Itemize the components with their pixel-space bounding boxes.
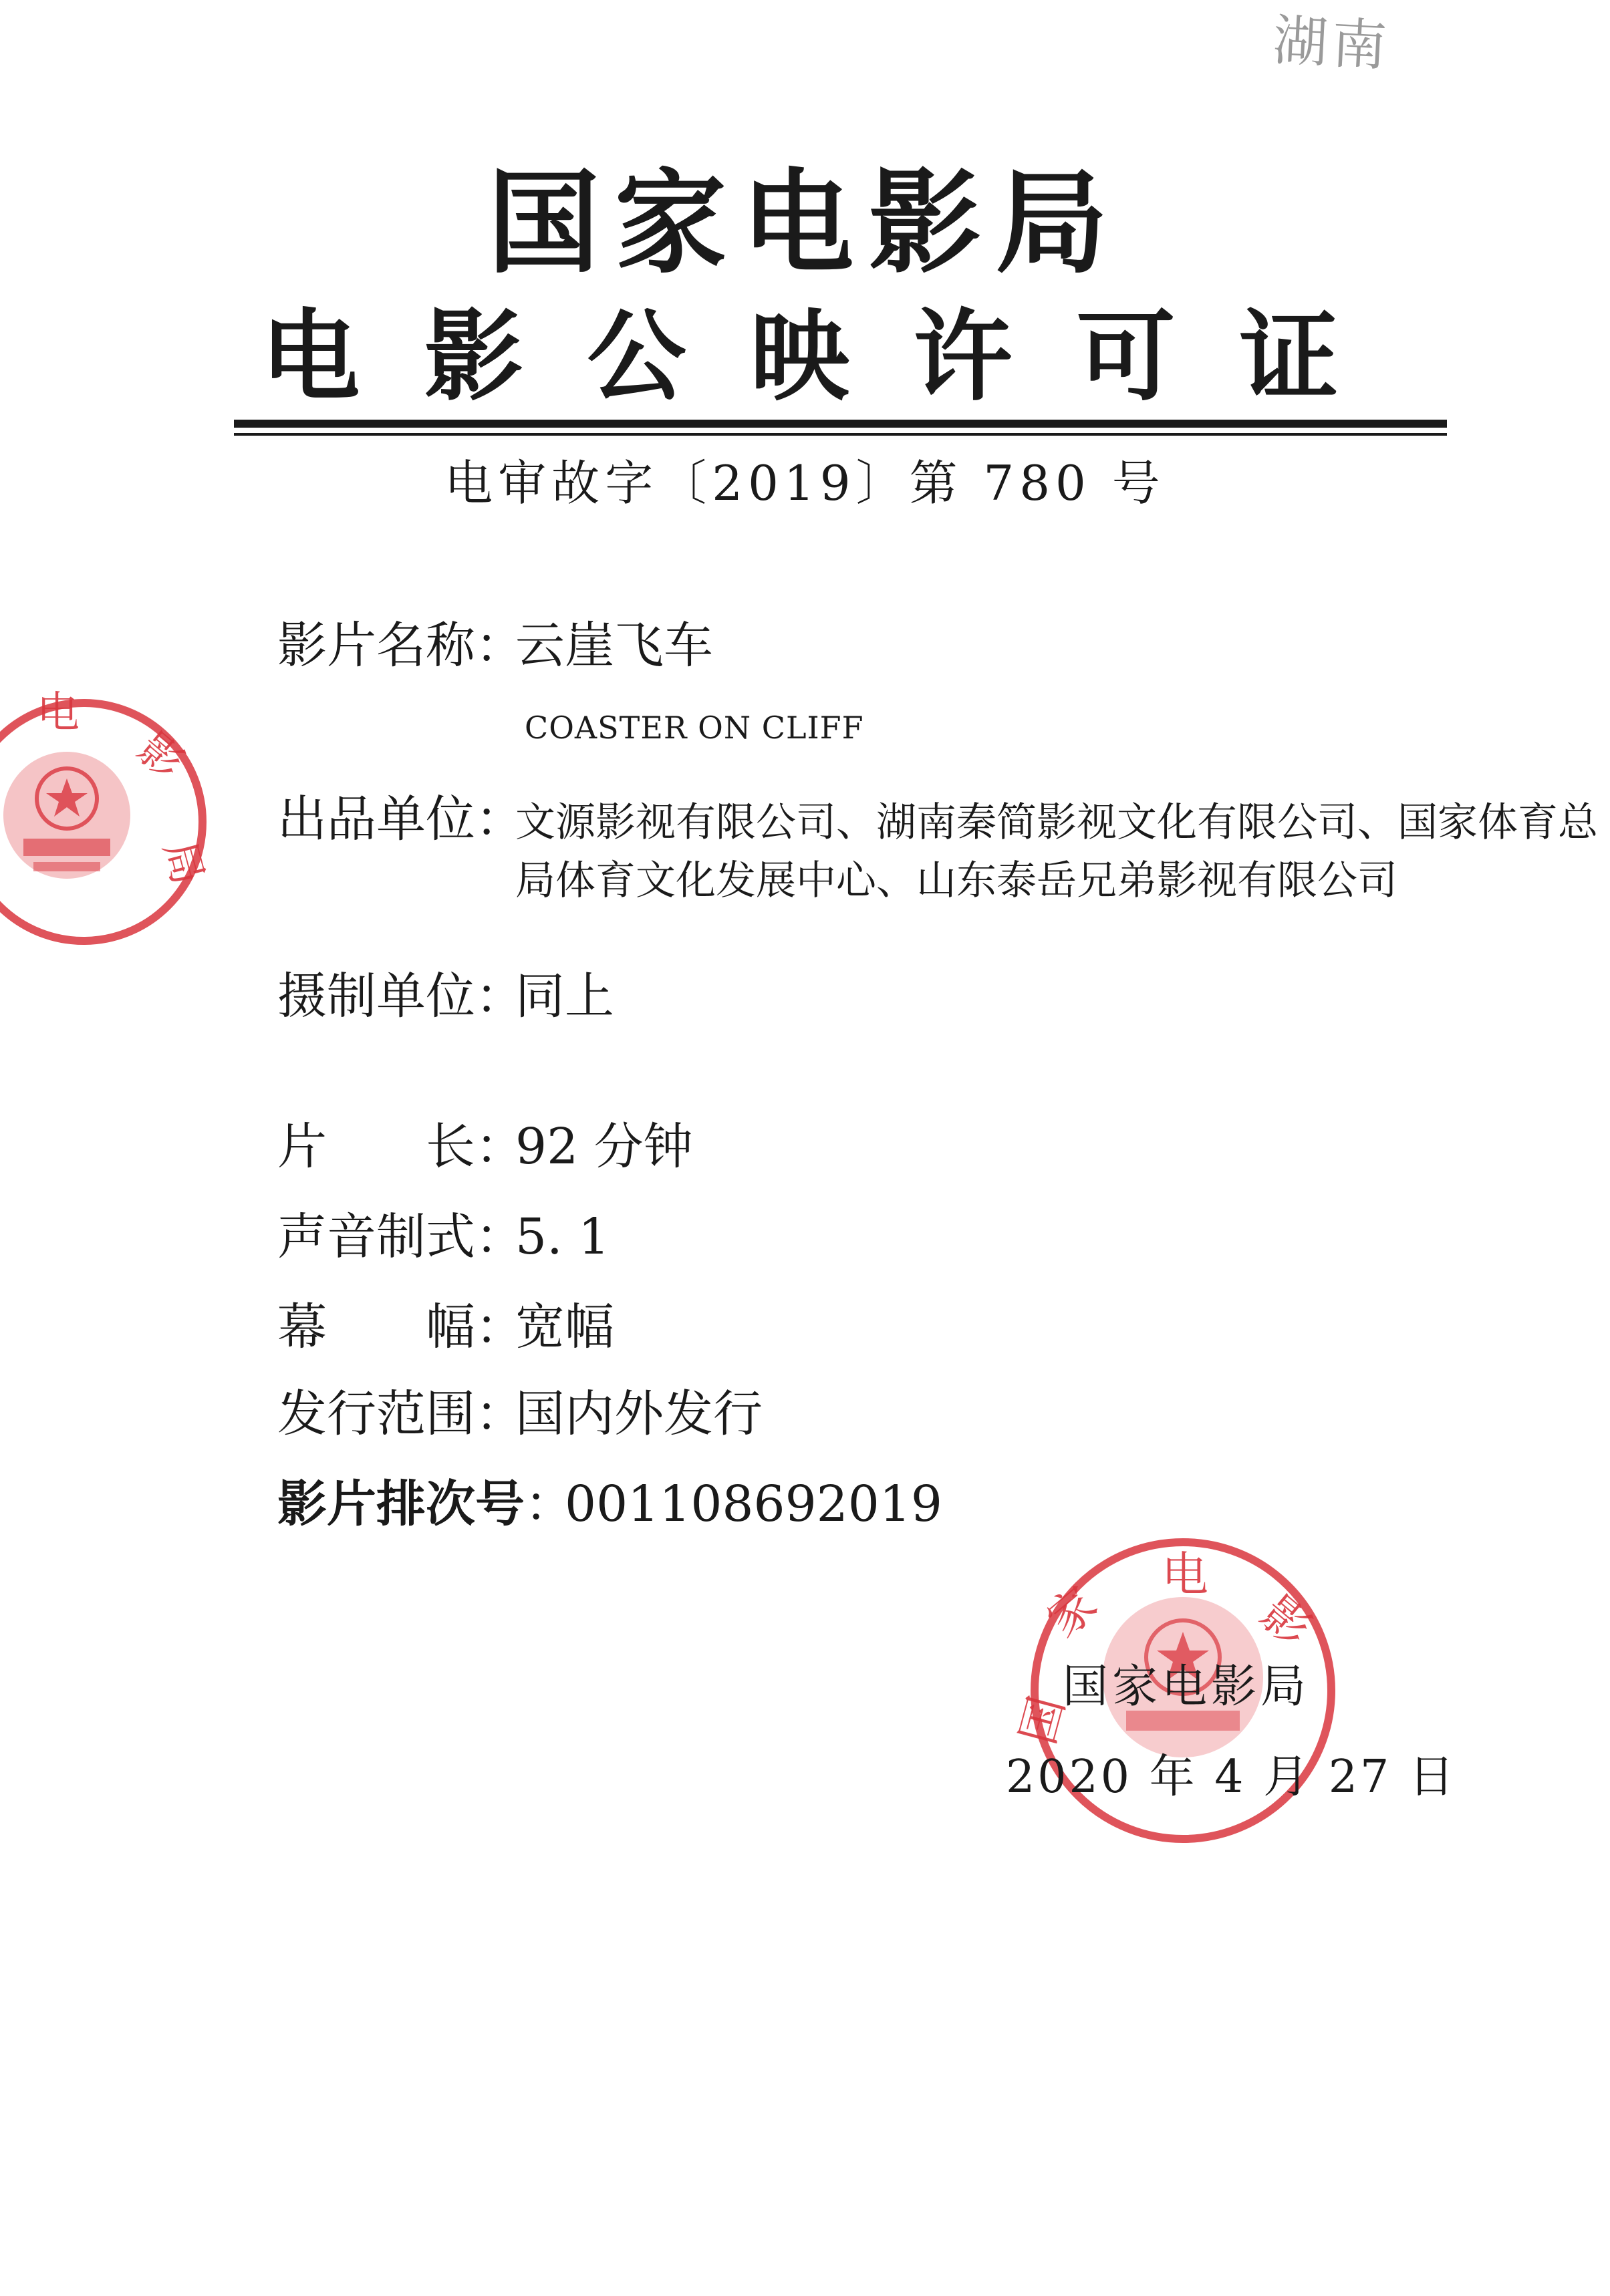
- screen-format-label: 幕 幅: [277, 1298, 475, 1356]
- issue-date: 2020 年 4 月 27 日: [1006, 1751, 1457, 1804]
- producer-value: 文源影视有限公司、湖南秦简影视文化有限公司、国家体育总局体育文化发展中心、山东泰岳兄弟影视有限公司: [515, 799, 1598, 904]
- bottom-stamp-char-3: 家: [1036, 1576, 1108, 1648]
- film-name-label: 影片名称: [277, 617, 475, 674]
- bottom-stamp-char-4: 国: [1010, 1691, 1075, 1750]
- sound-format-label: 声音制式: [277, 1208, 475, 1266]
- handwritten-note: 湖南: [1271, 9, 1393, 79]
- bottom-stamp-char-2: 影: [1250, 1585, 1322, 1658]
- film-name-value: 云崖飞车: [515, 617, 713, 674]
- field-production-unit: [277, 966, 1581, 1028]
- film-english-title: COASTER ON CLIFF: [525, 710, 864, 746]
- producer-colon: ：: [475, 791, 525, 848]
- distribution-label: 发行范围: [277, 1385, 475, 1443]
- production-unit-label: 摄制单位: [277, 968, 475, 1025]
- screen-format-colon: ：: [475, 1298, 525, 1356]
- duration-label: 片 长: [277, 1118, 475, 1175]
- field-duration: [277, 1116, 1581, 1178]
- film-serial-value: 001108692019: [565, 1475, 942, 1533]
- production-unit-colon: ：: [475, 968, 525, 1025]
- field-producer: [277, 788, 1607, 910]
- document-title: 电影公映许可证: [261, 299, 1403, 414]
- duration-value: 92 分钟: [515, 1118, 693, 1175]
- film-serial-colon: ：: [525, 1475, 574, 1533]
- field-screen-format: [277, 1296, 1581, 1358]
- signing-organization: 国家电影局: [1063, 1661, 1311, 1713]
- left-official-seal-icon: [0, 655, 254, 989]
- screen-format-value: 宽幅: [515, 1298, 614, 1356]
- left-stamp-char-2: 影: [128, 724, 193, 789]
- sound-format-value: 5. 1: [515, 1208, 610, 1266]
- field-sound-format: [277, 1206, 1581, 1268]
- field-film-name: [277, 615, 1581, 677]
- title-divider-thick: [234, 420, 1447, 428]
- production-unit-value: 同上: [515, 968, 614, 1025]
- issuer-title: 国家电影局: [487, 158, 1123, 289]
- film-serial-label: 影片排次号: [277, 1475, 525, 1533]
- title-divider-thin: [234, 433, 1447, 436]
- field-distribution: [277, 1383, 1581, 1445]
- bottom-stamp-char-1: 电: [1162, 1547, 1208, 1602]
- left-stamp-char-1: 电: [37, 688, 80, 738]
- film-name-colon: ：: [475, 617, 525, 674]
- distribution-colon: ：: [475, 1385, 525, 1443]
- producer-label: 出品单位: [277, 791, 475, 848]
- distribution-value: 国内外发行: [515, 1385, 763, 1443]
- field-film-serial: [277, 1473, 1581, 1536]
- sound-format-colon: ：: [475, 1208, 525, 1266]
- left-stamp-char-3: 局: [154, 835, 213, 890]
- document-number: 电审故字〔2019〕第 780 号: [444, 455, 1166, 511]
- duration-colon: ：: [475, 1118, 525, 1175]
